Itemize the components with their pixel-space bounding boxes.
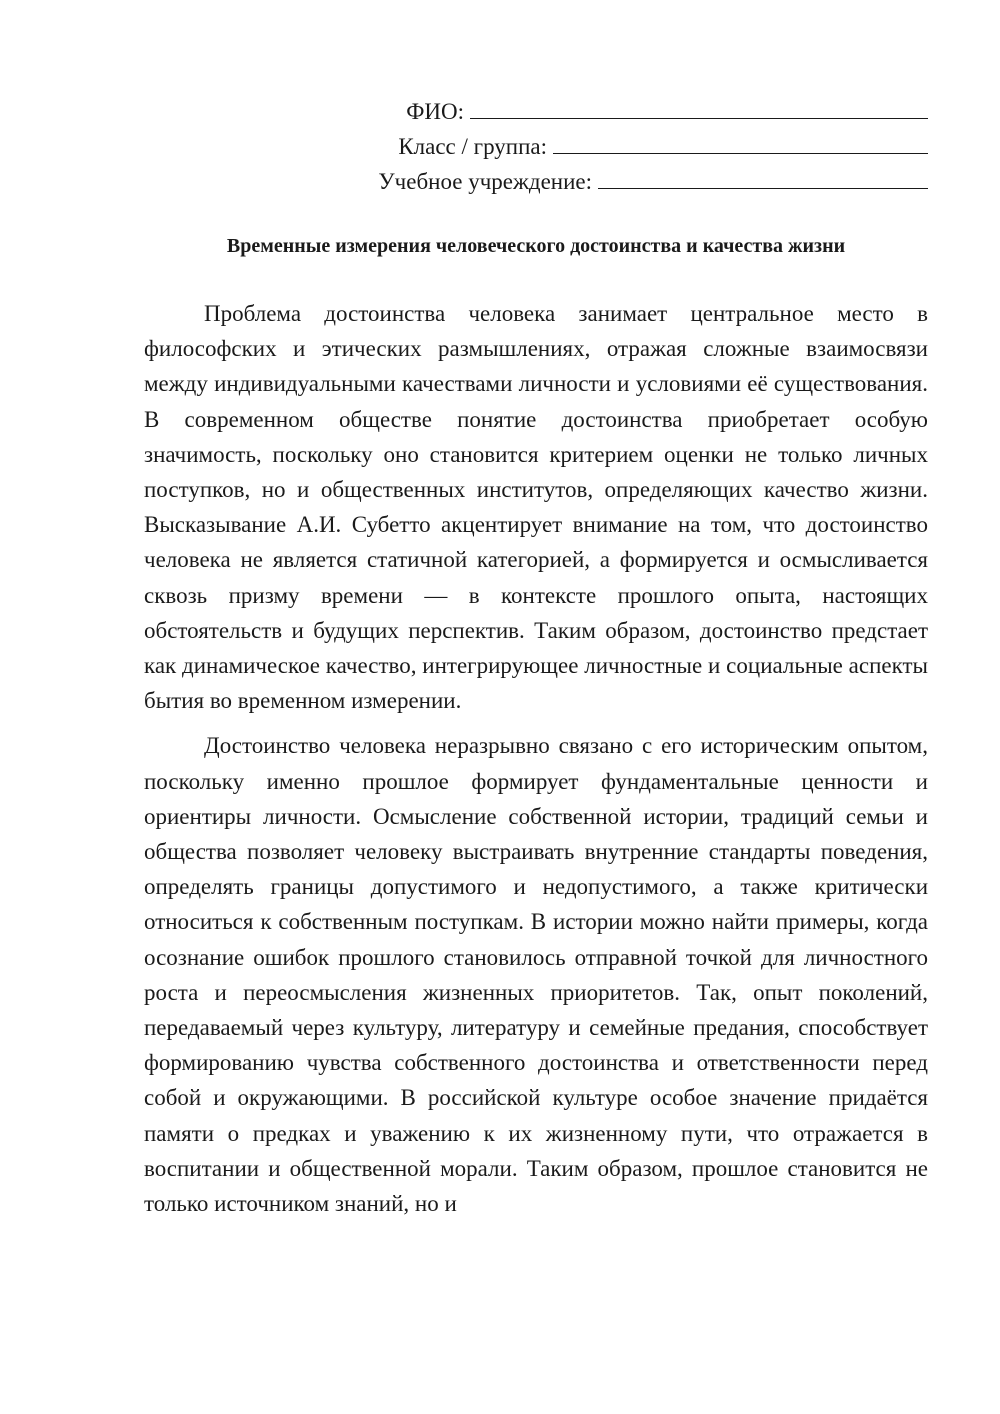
essay-body — [144, 296, 928, 1231]
paragraph: Достоинство человека неразрывно связано с его историческим опытом, поскольку именно прошлое формирует фундаментальные ценности и ориентиры личности. Осмысление собственной истории, традиций семьи и общества позволяет человеку выстраивать внутренние стандарты поведения, определять границы допустимого и недопустимого, а также критически относиться к собственным поступкам. В истории можно найти примеры, когда осознание ошибок прошлого становилось отправной точкой для личностного роста и переосмысления жизненных приоритетов. Так, опыт поколений, передаваемый через культуру, литературу и семейные предания, способствует формированию чувства собственного достоинства и ответственности перед собой и окружающими. В российской культуре особое значение придаётся памяти о предках и уважению к их жизненному пути, что отражается в воспитании и общественной морали. Таким образом, прошлое становится не только источником знаний, но и — [144, 733, 928, 1217]
student-info-header — [368, 94, 928, 199]
class-label: Класс / группа: — [398, 134, 547, 159]
name-row — [368, 94, 928, 129]
class-row — [368, 129, 928, 164]
school-fill-line — [598, 164, 928, 189]
name-fill-line — [470, 94, 928, 119]
school-label: Учебное учреждение: — [378, 169, 592, 194]
school-row — [368, 164, 928, 199]
essay-title: Временные измерения человеческого достоинства и качества жизни — [226, 235, 846, 257]
name-label: ФИО: — [406, 99, 464, 124]
paragraph: Проблема достоинства человека занимает центральное место в философских и этических размышлениях, отражая сложные взаимосвязи между индивидуальными качествами личности и условиями её существования. В современном обществе понятие достоинства приобретает особую значимость, поскольку оно становится критерием оценки не только личных поступков, но и общественных институтов, определяющих качество жизни. Высказывание А.И. Субетто акцентирует внимание на том, что достоинство человека не является статичной категорией, а формируется и осмысливается сквозь призму времени — в контексте прошлого опыта, настоящих обстоятельств и будущих перспектив. Таким образом, достоинство предстает как динамическое качество, интегрирующее личностные и социальные аспекты бытия во временном измерении. — [144, 301, 928, 714]
class-fill-line — [553, 129, 928, 154]
